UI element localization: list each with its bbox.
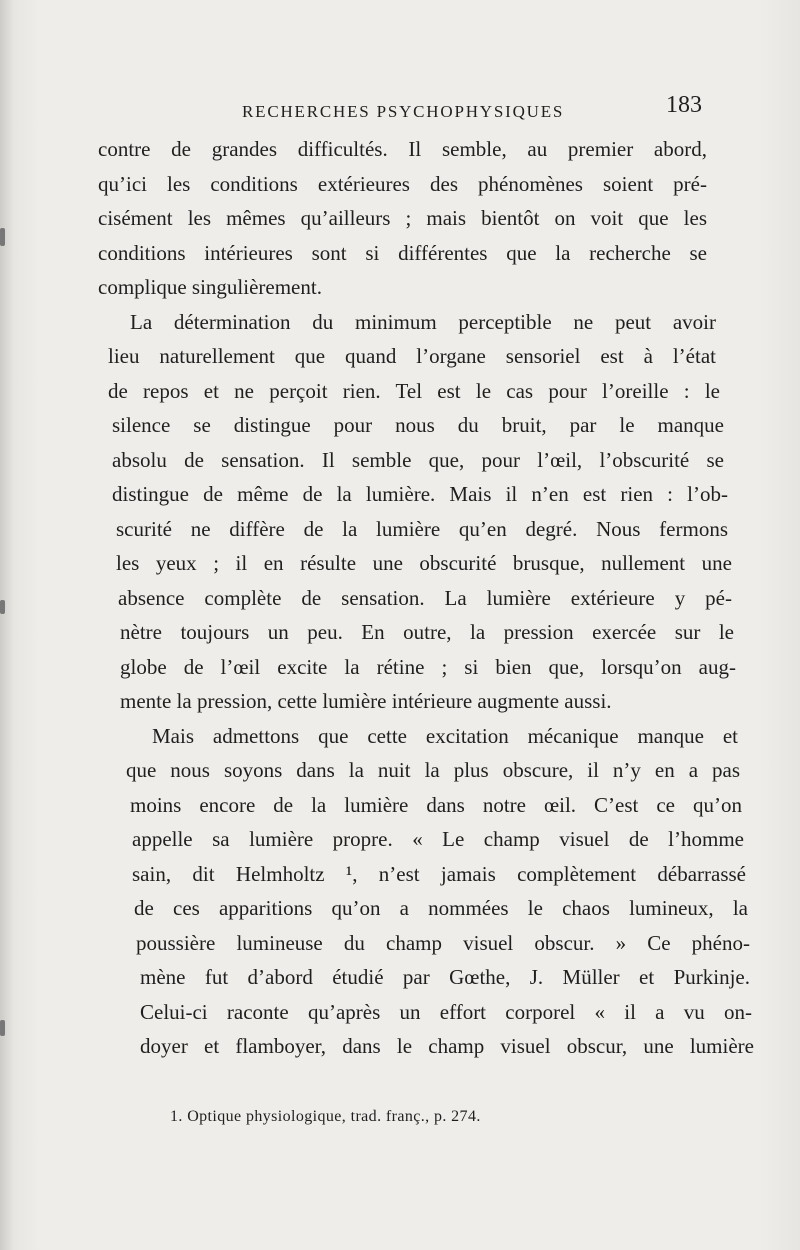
page-header bbox=[0, 92, 800, 132]
text-line: qu’ici les conditions extérieures des phénomènes soient pré- bbox=[98, 171, 707, 196]
text-line: poussière lumineuse du champ visuel obscur. » Ce phéno- bbox=[136, 930, 750, 955]
text-line: appelle sa lumière propre. « Le champ visuel de l’homme bbox=[132, 827, 744, 851]
text-line: doyer et flamboyer, dans le champ visuel obscur, une lumière bbox=[140, 1034, 754, 1058]
text-line: nètre toujours un peu. En outre, la pression exercée sur le bbox=[120, 620, 734, 644]
text-line: sain, dit Helmholtz ¹, n’est jamais complètement débarrassé bbox=[132, 861, 746, 886]
text-line: globe de l’œil excite la rétine ; si bien que, lorsqu’on aug- bbox=[120, 654, 736, 679]
running-head: RECHERCHES PSYCHOPHYSIQUES bbox=[242, 102, 565, 121]
paragraph bbox=[0, 719, 800, 1064]
paragraph bbox=[0, 132, 800, 305]
text-line: conditions intérieures sont si différentes que la recherche se bbox=[98, 240, 707, 265]
text-line: que nous soyons dans la nuit la plus obscure, il n’y en a pas bbox=[126, 758, 740, 782]
text-line: absence complète de sensation. La lumière extérieure y pé- bbox=[118, 585, 732, 610]
paragraph bbox=[0, 305, 800, 719]
text-line: Mais admettons que cette excitation mécanique manque et bbox=[152, 723, 738, 748]
page-number: 183 bbox=[666, 92, 702, 118]
text-line: complique singulièrement. bbox=[98, 275, 322, 299]
text-line: cisément les mêmes qu’ailleurs ; mais bientôt on voit que les bbox=[98, 206, 707, 230]
text-line: de ces apparitions qu’on a nommées le chaos lumineux, la bbox=[134, 896, 748, 920]
text-line: lieu naturellement que quand l’organe sensoriel est à l’état bbox=[108, 344, 716, 368]
text-body bbox=[0, 132, 800, 1064]
text-line: absolu de sensation. Il semble que, pour l’œil, l’obscurité se bbox=[112, 447, 724, 472]
text-line: distingue de même de la lumière. Mais il n’en est rien : l’ob- bbox=[112, 482, 728, 506]
text-line: scurité ne diffère de la lumière qu’en degré. Nous fermons bbox=[116, 516, 728, 541]
text-line: les yeux ; il en résulte une obscurité brusque, nullement une bbox=[116, 551, 732, 575]
text-line: moins encore de la lumière dans notre œil. C’est ce qu’on bbox=[130, 792, 742, 817]
text-line: Celui-ci raconte qu’après un effort corporel « il a vu on- bbox=[140, 999, 752, 1024]
text-line: silence se distingue pour nous du bruit, par le manque bbox=[112, 413, 724, 437]
text-line: de repos et ne perçoit rien. Tel est le cas pour l’oreille : le bbox=[108, 378, 720, 403]
text-line: mène fut d’abord étudié par Gœthe, J. Müller et Purkinje. bbox=[140, 965, 750, 989]
footnote: 1. Optique physiologique, trad. franç., p. 274. bbox=[170, 1108, 481, 1125]
text-line: La détermination du minimum perceptible ne peut avoir bbox=[130, 309, 716, 334]
text-line: mente la pression, cette lumière intérieure augmente aussi. bbox=[120, 689, 612, 713]
text-line: contre de grandes difficultés. Il semble, au premier abord, bbox=[98, 137, 707, 161]
